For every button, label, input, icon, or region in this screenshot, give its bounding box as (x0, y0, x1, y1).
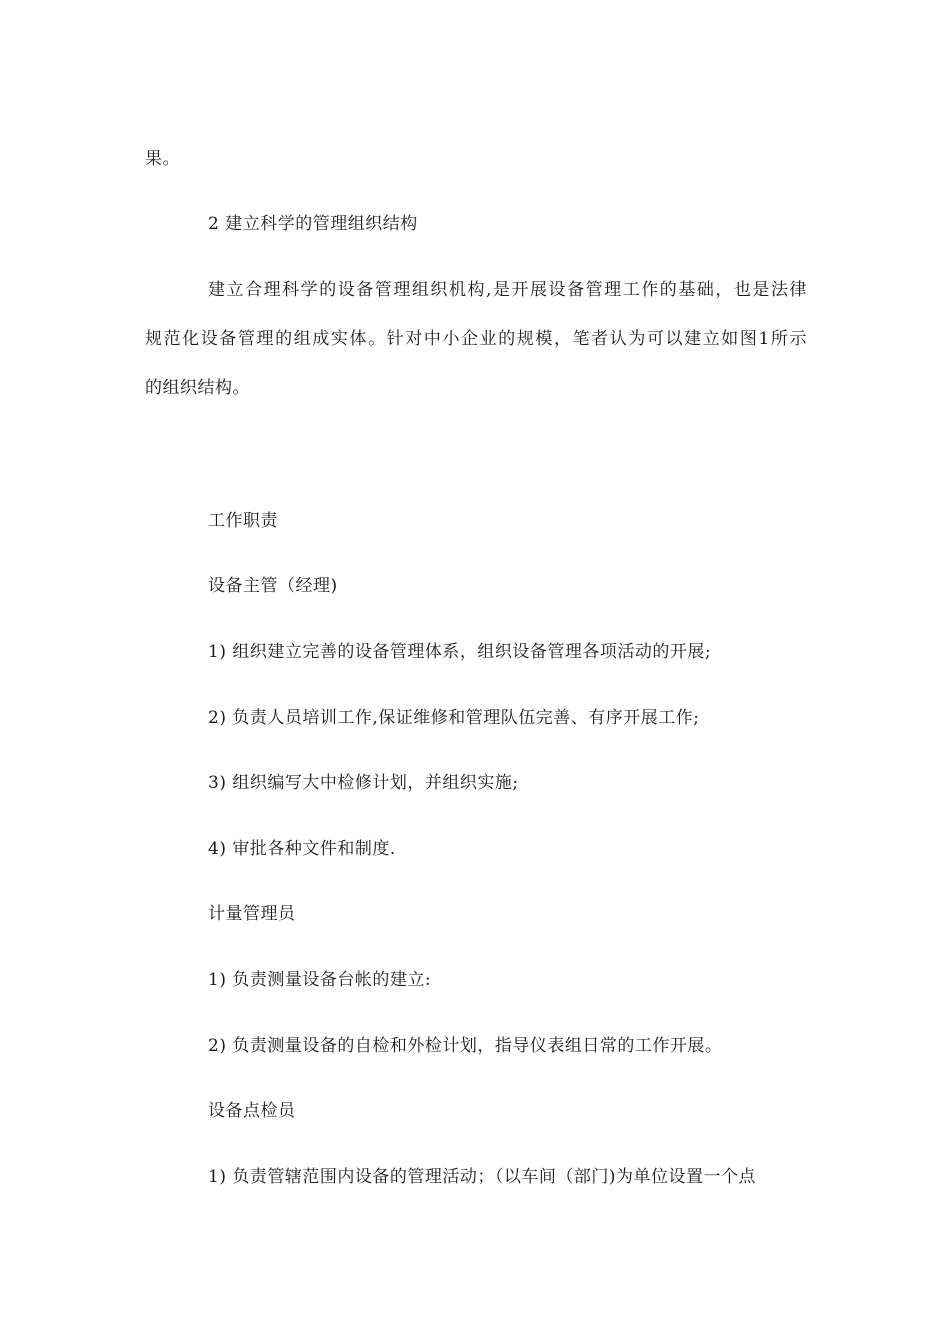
list-item: 4) 审批各种文件和制度. (208, 839, 396, 859)
list-item: 1) 负责管辖范围内设备的管理活动；（以车间（部门)为单位设置一个点 (208, 1167, 756, 1187)
list-item: 2) 负责人员培训工作,保证维修和管理队伍完善、有序开展工作; (208, 708, 700, 728)
paragraph-line: 的组织结构。 (145, 378, 250, 398)
list-item: 2) 负责测量设备的自检和外检计划，指导仪表组日常的工作开展。 (208, 1036, 723, 1056)
role-heading-equipment-manager: 设备主管（经理) (208, 576, 338, 596)
role-heading-metrology-admin: 计量管理员 (208, 904, 296, 924)
list-item: 3) 组织编写大中检修计划，并组织实施; (208, 773, 519, 793)
subheading-job-duties: 工作职责 (208, 511, 278, 531)
list-item: 1) 组织建立完善的设备管理体系，组织设备管理各项活动的开展; (208, 642, 712, 662)
paragraph-continuation: 果。 (145, 149, 180, 169)
section-heading: 2 建立科学的管理组织结构 (208, 214, 418, 234)
paragraph-line: 规范化设备管理的组成实体。针对中小企业的规模，笔者认为可以建立如图1所示 (145, 329, 807, 349)
role-heading-inspector: 设备点检员 (208, 1101, 296, 1121)
list-item: 1) 负责测量设备台帐的建立: (208, 970, 432, 990)
paragraph-line: 建立合理科学的设备管理组织机构,是开展设备管理工作的基础，也是法律 (208, 280, 807, 300)
